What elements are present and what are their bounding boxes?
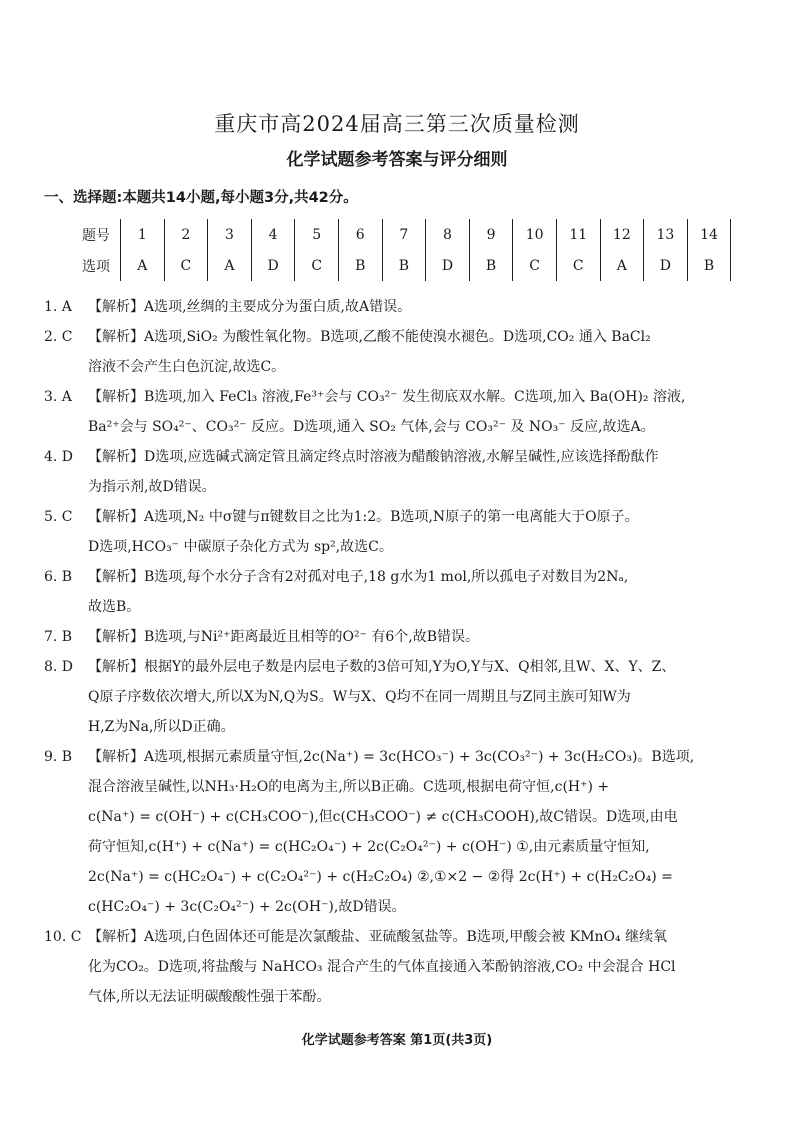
answer-choice: D <box>251 250 295 281</box>
answer-choice: B <box>469 250 513 281</box>
answer-choice: D <box>644 250 688 281</box>
item-text-line: 【解析】D选项,应选碱式滴定管且滴定终点时溶液为醋酸钠溶液,水解呈碱性,应该选择酚酞作 <box>88 449 659 465</box>
section-heading: 一、选择题:本题共14小题,每小题3分,共42分。 <box>44 190 358 206</box>
answer-choice: B <box>338 250 382 281</box>
item-text-line: 【解析】A选项,N₂ 中σ键与π键数目之比为1:2。B选项,N原子的第一电离能大于O原子。 <box>88 509 639 525</box>
row-label-choice: 选项 <box>82 258 110 275</box>
question-number: 14 <box>687 219 731 250</box>
item-number: 4. D <box>44 449 74 465</box>
item-text-line: D选项,HCO₃⁻ 中碳原子杂化方式为 sp²,故选C。 <box>88 539 393 555</box>
answer-choice: B <box>687 250 731 281</box>
item-text-line: 化为CO₂。D选项,将盐酸与 NaHCO₃ 混合产生的气体直接通入苯酚钠溶液,CO₂ 中会混合 HCl <box>88 959 676 975</box>
explanation-item <box>44 652 754 742</box>
page-footer: 化学试题参考答案 第1页(共3页) <box>301 1033 493 1048</box>
question-number: 8 <box>426 219 470 250</box>
item-text-line: 【解析】A选项,SiO₂ 为酸性氧化物。B选项,乙酸不能使溴水褪色。D选项,CO₂ 通入 BaCl₂ <box>88 329 651 345</box>
item-text-line: 荷守恒知,c(H⁺) + c(Na⁺) = c(HC₂O₄⁻) + 2c(C₂O₄²⁻) + c(OH⁻) ①,由元素质量守恒知, <box>88 839 650 855</box>
explanation-item <box>44 562 754 622</box>
explanation-item <box>44 922 754 1012</box>
explanation-item <box>44 742 754 922</box>
item-text-line: 【解析】根据Y的最外层电子数是内层电子数的3倍可知,Y为O,Y与X、Q相邻,且W、X、Y、Z、 <box>88 659 676 675</box>
item-number: 7. B <box>44 629 73 645</box>
answer-choice: C <box>556 250 600 281</box>
item-number: 8. D <box>44 659 74 675</box>
item-text-line: 混合溶液呈碱性,以NH₃·H₂O的电离为主,所以B正确。C选项,根据电荷守恒,c(H⁺) + <box>88 779 610 795</box>
answer-table-choice-row <box>72 250 731 281</box>
answer-choice: A <box>600 250 644 281</box>
explanation-item <box>44 292 754 322</box>
item-number: 5. C <box>44 509 73 525</box>
item-number: 6. B <box>44 569 73 585</box>
item-number: 10. C <box>44 929 82 945</box>
question-number: 13 <box>644 219 688 250</box>
page-title: 重庆市高2024届高三第三次质量检测 <box>214 112 580 136</box>
item-text-line: 【解析】B选项,与Ni²⁺距离最近且相等的O²⁻ 有6个,故B错误。 <box>88 629 480 645</box>
item-number: 2. C <box>44 329 73 345</box>
item-text-line: 【解析】B选项,每个水分子含有2对孤对电子,18 g水为1 mol,所以孤电子对数目为2Nₐ, <box>88 569 629 585</box>
item-text-line: 气体,所以无法证明碳酸酸性强于苯酚。 <box>88 989 331 1005</box>
explanation-item <box>44 502 754 562</box>
item-text-line: 【解析】B选项,加入 FeCl₃ 溶液,Fe³⁺会与 CO₃²⁻ 发生彻底双水解。C选项,加入 Ba(OH)₂ 溶液, <box>88 389 686 405</box>
answer-choice: C <box>164 250 208 281</box>
explanation-item <box>44 622 754 652</box>
answer-choice: A <box>121 250 165 281</box>
answer-table-number-row <box>72 219 731 250</box>
row-label-number: 题号 <box>82 227 110 244</box>
question-number: 1 <box>121 219 165 250</box>
item-text-line: 2c(Na⁺) = c(HC₂O₄⁻) + c(C₂O₄²⁻) + c(H₂C₂O₄) ②,①×2 − ②得 2c(H⁺) + c(H₂C₂O₄) = <box>88 869 673 885</box>
item-text-line: 【解析】A选项,丝绸的主要成分为蛋白质,故A错误。 <box>88 299 412 315</box>
answer-choice: B <box>382 250 426 281</box>
explanation-item <box>44 322 754 382</box>
answer-choice: C <box>513 250 557 281</box>
answer-table <box>72 219 731 281</box>
question-number: 5 <box>295 219 339 250</box>
item-text-line: 故选B。 <box>88 599 141 615</box>
item-number: 1. A <box>44 299 72 315</box>
answer-choice: A <box>208 250 252 281</box>
question-number: 6 <box>338 219 382 250</box>
item-text-line: 【解析】A选项,白色固体还可能是次氯酸盐、亚硫酸氢盐等。B选项,甲酸会被 KMnO₄ 继续氧 <box>88 929 668 945</box>
page-subtitle: 化学试题参考答案与评分细则 <box>286 150 508 170</box>
question-number: 12 <box>600 219 644 250</box>
question-number: 2 <box>164 219 208 250</box>
question-number: 3 <box>208 219 252 250</box>
item-text-line: 为指示剂,故D错误。 <box>88 479 216 495</box>
question-number: 4 <box>251 219 295 250</box>
question-number: 7 <box>382 219 426 250</box>
answer-choice: C <box>295 250 339 281</box>
question-number: 10 <box>513 219 557 250</box>
item-text-line: c(Na⁺) = c(OH⁻) + c(CH₃COO⁻),但c(CH₃COO⁻) ≠ c(CH₃COOH),故C错误。D选项,由电 <box>88 809 678 825</box>
question-number: 9 <box>469 219 513 250</box>
item-number: 3. A <box>44 389 72 405</box>
item-text-line: 溶液不会产生白色沉淀,故选C。 <box>88 359 286 375</box>
item-text-line: Q原子序数依次增大,所以X为N,Q为S。W与X、Q均不在同一周期且与Z同主族可知W为 <box>88 689 631 705</box>
question-number: 11 <box>556 219 600 250</box>
item-number: 9. B <box>44 749 73 765</box>
explanation-list <box>44 292 754 1012</box>
explanation-item <box>44 382 754 442</box>
explanation-item <box>44 442 754 502</box>
item-text-line: H,Z为Na,所以D正确。 <box>88 719 235 735</box>
answer-choice: D <box>426 250 470 281</box>
item-text-line: 【解析】A选项,根据元素质量守恒,2c(Na⁺) = 3c(HCO₃⁻) + 3c(CO₃²⁻) + 3c(H₂CO₃)。B选项, <box>88 749 695 765</box>
item-text-line: c(HC₂O₄⁻) + 3c(C₂O₄²⁻) + 2c(OH⁻),故D错误。 <box>88 899 406 915</box>
item-text-line: Ba²⁺会与 SO₄²⁻、CO₃²⁻ 反应。D选项,通入 SO₂ 气体,会与 CO₃²⁻ 及 NO₃⁻ 反应,故选A。 <box>88 419 655 435</box>
